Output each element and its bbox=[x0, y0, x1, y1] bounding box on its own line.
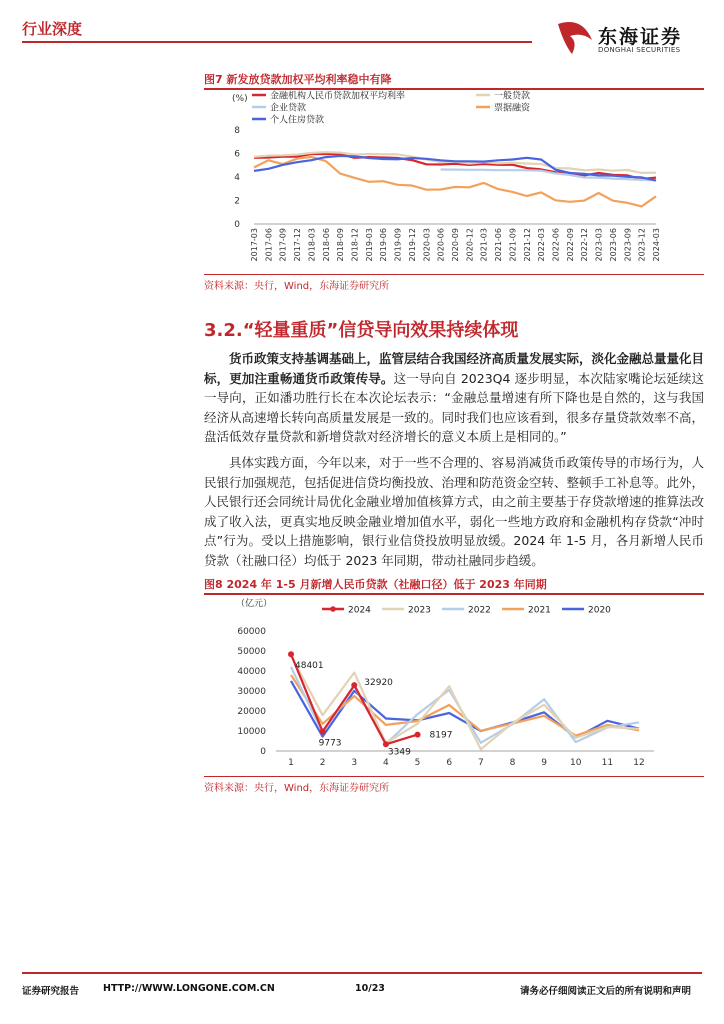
fig8-y-tick: 20000 bbox=[237, 707, 266, 717]
fig7-source: 资料来源：央行，Wind，东海证券研究所 bbox=[204, 281, 390, 292]
fig7-x-tick: 2019-06 bbox=[379, 228, 389, 262]
fig7-x-tick: 2023-12 bbox=[637, 228, 647, 262]
fig8-point bbox=[415, 732, 421, 738]
footer-url[interactable]: HTTP://WWW.LONGONE.COM.CN bbox=[103, 983, 275, 994]
fig8-x-tick: 4 bbox=[383, 758, 389, 768]
fig8-data-label: 9773 bbox=[318, 738, 342, 749]
fig7-x-tick: 2017-09 bbox=[278, 228, 288, 262]
paragraph-1-body: 这一导向自 2023Q4 逐步明显，本次陆家嘴论坛延续这一导向，正如潘功胜行长在本次论坛表示：“金融总量增速有所下降也是自然的，这与我国经济从高速增长转向高质量发展是一致的。同时我们也应该看到，很多存量贷款效率不高，盘活低效存量贷款和新增贷款对经济增长的意义本质上是相同的。” bbox=[204, 370, 705, 444]
fig8-y-tick: 40000 bbox=[237, 667, 266, 677]
section-heading: 3.2.“轻量重质”信贷导向效果持续体现 bbox=[204, 320, 519, 341]
fig7-x-tick: 2018-06 bbox=[321, 228, 331, 262]
fig8-data-label: 48401 bbox=[295, 661, 324, 672]
page-number: 10/23 bbox=[355, 983, 385, 994]
fig7-x-tick: 2020-09 bbox=[451, 228, 460, 262]
fig8-data-label: 32920 bbox=[364, 678, 393, 689]
fig8-y-unit: （亿元） bbox=[236, 599, 273, 609]
fig7-y-tick: 2 bbox=[234, 196, 240, 207]
fig8-x-tick: 2 bbox=[319, 758, 326, 768]
fig7-y-tick: 8 bbox=[234, 126, 240, 136]
fig7-x-tick: 2019-12 bbox=[407, 228, 417, 262]
fig7-chart bbox=[204, 88, 704, 270]
fig7-x-tick: 2021-09 bbox=[508, 228, 518, 262]
header-divider bbox=[22, 41, 532, 43]
fig7-x-tick: 2017-06 bbox=[264, 228, 274, 262]
logo-text: 东海证券 bbox=[598, 26, 683, 48]
paragraph-1-lead: 货币政策支持基调基础上，监管层结合我国经济高质量发展实际，淡化金融总量量化目标，更加注重畅通货币政策传导。 bbox=[204, 351, 705, 386]
fig7-x-tick: 2024-03 bbox=[652, 228, 661, 262]
fig8-x-tick: 5 bbox=[414, 758, 421, 768]
fig7-x-tick: 2020-12 bbox=[465, 228, 475, 262]
footer-label: 证券研究报告 bbox=[22, 986, 80, 997]
fig7-x-tick: 2022-09 bbox=[565, 228, 575, 262]
fig7-x-tick: 2023-09 bbox=[623, 228, 633, 262]
fig7-x-tick: 2023-03 bbox=[594, 228, 604, 262]
fig8-y-tick: 50000 bbox=[237, 647, 266, 657]
fig7-x-tick: 2022-12 bbox=[580, 228, 590, 262]
fig7-x-tick: 2019-09 bbox=[393, 228, 403, 262]
logo-subtext: DONGHAI SECURITIES bbox=[598, 46, 681, 54]
fig8-legend-marker bbox=[330, 606, 336, 612]
fig7-x-tick: 2020-03 bbox=[422, 227, 432, 262]
fig8-source: 资料来源：央行，Wind，东海证券研究所 bbox=[204, 783, 390, 794]
fig8-x-tick: 12 bbox=[633, 758, 645, 768]
fig8-point bbox=[320, 728, 326, 734]
fig7-legend-label: 票据融资 bbox=[494, 103, 531, 114]
fig7-y-unit: (%) bbox=[232, 94, 248, 104]
fig7-y-tick: 6 bbox=[234, 149, 240, 160]
fig8-point bbox=[351, 682, 357, 688]
fig7-x-tick: 2022-03 bbox=[537, 228, 547, 262]
fig7-x-tick: 2021-12 bbox=[522, 228, 532, 262]
fig8-point bbox=[288, 651, 294, 657]
fig8-bottom-rule bbox=[204, 776, 704, 777]
fig8-x-tick: 1 bbox=[288, 758, 294, 768]
fig8-series-line bbox=[291, 675, 639, 736]
fig7-x-tick: 2018-09 bbox=[336, 228, 346, 262]
footer-divider bbox=[22, 972, 702, 974]
fig8-x-tick: 8 bbox=[509, 758, 516, 768]
fig7-x-tick: 2019-03 bbox=[364, 228, 374, 262]
fig7-x-tick: 2018-03 bbox=[307, 228, 317, 262]
fig7-legend-label: 个人住房贷款 bbox=[270, 115, 325, 126]
fig8-legend-label: 2022 bbox=[468, 605, 491, 616]
fig7-legend-label: 一般贷款 bbox=[494, 91, 531, 102]
fig8-x-tick: 3 bbox=[351, 758, 358, 768]
fig7-x-tick: 2020-06 bbox=[436, 228, 446, 262]
fig8-series-line bbox=[291, 681, 639, 738]
fig8-x-tick: 11 bbox=[601, 758, 614, 768]
fig8-y-tick: 10000 bbox=[237, 727, 266, 737]
fig7-x-tick: 2021-03 bbox=[479, 228, 489, 262]
fig8-legend-label: 2020 bbox=[588, 605, 611, 616]
fig7-x-tick: 2022-06 bbox=[551, 228, 561, 262]
fig7-x-tick: 2018-12 bbox=[350, 228, 360, 262]
fig8-x-tick: 7 bbox=[477, 758, 484, 768]
fig7-bottom-rule bbox=[204, 274, 704, 275]
fig7-x-tick: 2017-03 bbox=[250, 228, 259, 262]
fig7-title: 图7 新发放贷款加权平均利率稳中有降 bbox=[204, 73, 392, 86]
fig8-y-tick: 60000 bbox=[237, 627, 266, 637]
fig8-y-tick: 30000 bbox=[237, 687, 266, 697]
fig8-chart bbox=[204, 594, 704, 774]
fig8-legend-label: 2024 bbox=[348, 605, 371, 616]
fig7-legend-label: 企业贷款 bbox=[270, 103, 307, 114]
fig7-x-tick: 2021-06 bbox=[494, 228, 504, 262]
fig7-x-tick: 2023-06 bbox=[608, 228, 618, 262]
fig7-y-tick: 4 bbox=[234, 173, 240, 183]
fig8-data-label: 8197 bbox=[429, 730, 453, 741]
paragraph-2: 具体实践方面，今年以来，对于一些不合理的、容易消减货币政策传导的市场行为，人民银行加强规范，包括促进信贷均衡投放、治理和防范资金空转、整顿手工补息等。此外，人民银行还会同统计局优化金融业增加值核算方式，由之前主要基于存贷款增速的推算法改成了收入法，更真实地反映金融业增加值水平，弱化一些地方政府和金融机构存贷款“冲时点”行为。受以上措施影响，银行业信贷投放明显放缓。2024 年 1-5 月，各月新增人民币贷款（社融口径）均低于 2023 年同期，带动社融同步趋缓。 bbox=[204, 455, 705, 568]
fig7-legend-label: 金融机构人民币贷款加权平均利率 bbox=[270, 91, 406, 102]
fig8-x-tick: 10 bbox=[570, 758, 582, 768]
paragraph-1 bbox=[204, 349, 704, 447]
fig7-y-tick: 0 bbox=[234, 220, 240, 230]
fig8-title: 图8 2024 年 1-5 月新增人民币贷款（社融口径）低于 2023 年同期 bbox=[204, 578, 547, 591]
fig8-legend-label: 2023 bbox=[408, 605, 431, 616]
fig8-legend-label: 2021 bbox=[528, 605, 551, 616]
fig8-x-tick: 9 bbox=[541, 758, 547, 768]
footer-disclaimer: 请务必仔细阅读正文后的所有说明和声明 bbox=[520, 986, 692, 997]
fig8-x-tick: 6 bbox=[446, 758, 453, 768]
fig8-y-tick: 0 bbox=[260, 747, 266, 757]
fig8-data-label: 3349 bbox=[387, 747, 411, 758]
report-category: 行业深度 bbox=[22, 20, 83, 38]
fig7-x-tick: 2017-12 bbox=[293, 228, 303, 262]
